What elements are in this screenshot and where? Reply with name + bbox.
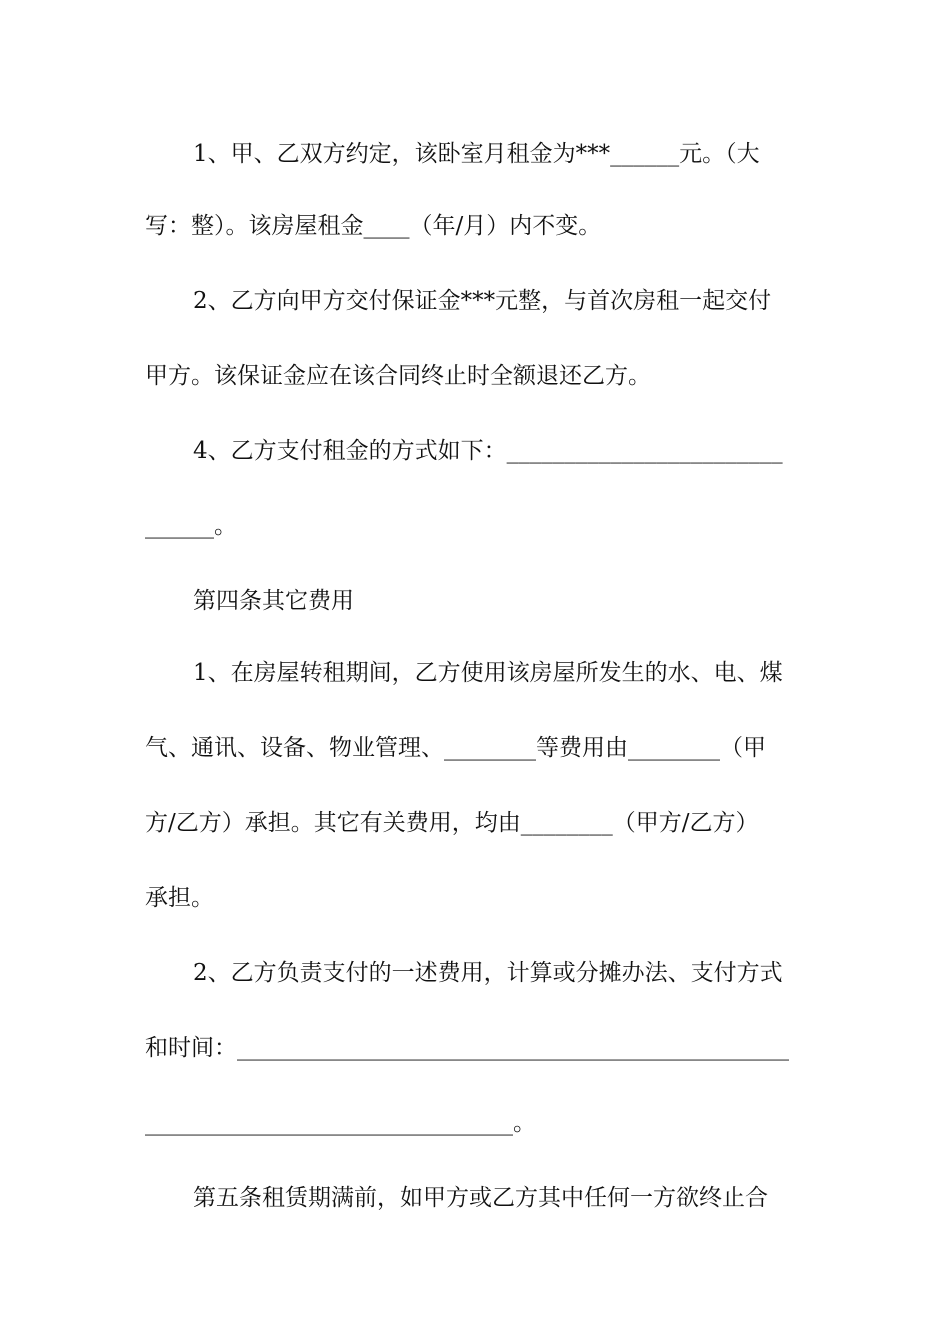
paragraph-line: 写：整）。该房屋租金____（年/月）内不变。	[145, 213, 602, 239]
section-heading: 第五条租赁期满前，如甲方或乙方其中任何一方欲终止合	[193, 1185, 768, 1211]
paragraph-line: ________________________________。	[145, 1110, 536, 1136]
paragraph-line: ______。	[145, 513, 237, 539]
paragraph-line: 1、在房屋转租期间，乙方使用该房屋所发生的水、电、煤	[193, 660, 783, 686]
paragraph-line: 4、乙方支付租金的方式如下：________________________	[193, 438, 783, 464]
paragraph-line: 和时间：________________________________________________	[145, 1035, 789, 1061]
paragraph-line: 方/乙方）承担。其它有关费用，均由________（甲方/乙方）	[145, 810, 759, 836]
section-heading: 第四条其它费用	[193, 588, 354, 614]
paragraph-line: 2、乙方向甲方交付保证金***元整，与首次房租一起交付	[193, 288, 772, 314]
paragraph-line: 1、甲、乙双方约定，该卧室月租金为***______元。（大	[193, 141, 760, 167]
paragraph-line: 气、通讯、设备、物业管理、________等费用由________（甲	[145, 735, 766, 761]
paragraph-line: 承担。	[145, 885, 214, 911]
paragraph-line: 甲方。该保证金应在该合同终止时全额退还乙方。	[145, 363, 651, 389]
paragraph-line: 2、乙方负责支付的一述费用，计算或分摊办法、支付方式	[193, 960, 783, 986]
